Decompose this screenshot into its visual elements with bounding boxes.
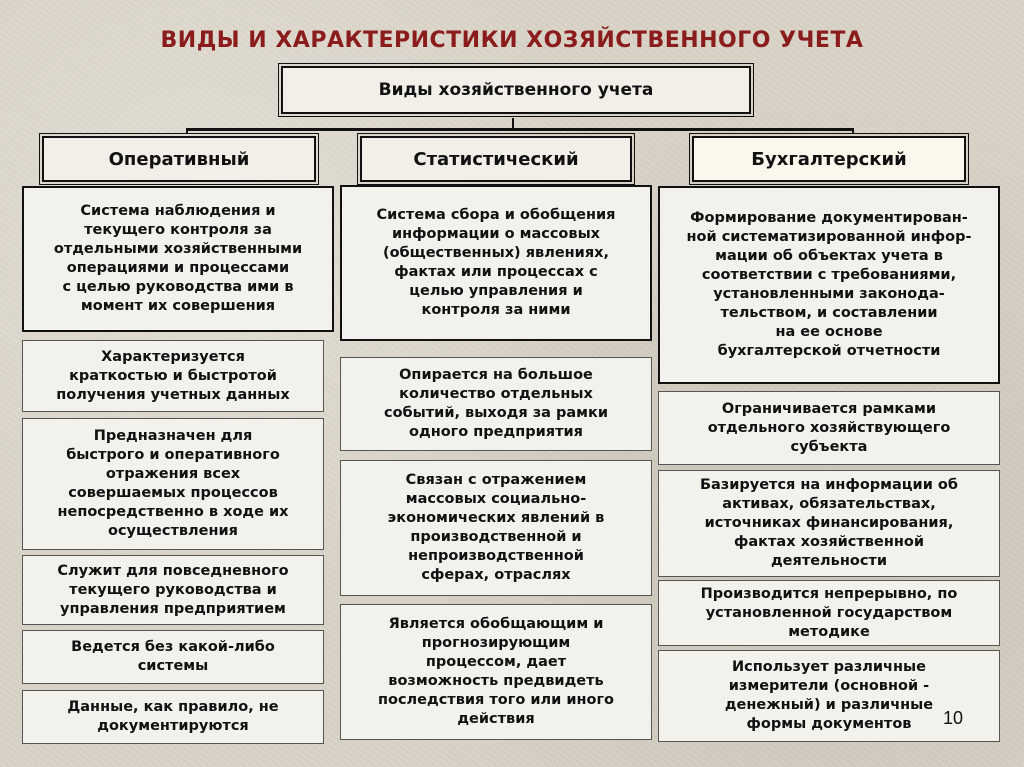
- column-header-accounting: Бухгалтерский: [692, 136, 966, 182]
- page-number: 10: [943, 708, 964, 728]
- feature-accounting-3: Производится непрерывно, по установленной государством методике: [658, 580, 1000, 646]
- feature-accounting-1: Ограничивается рамками отдельного хозяйствующего субъекта: [658, 391, 1000, 465]
- feature-operational-4: Ведется без какой-либо системы: [22, 630, 324, 684]
- definition-operational: Система наблюдения и текущего контроля за отдельными хозяйственными операциями и процессами с целью руководства ими в момент их совершения: [22, 186, 334, 332]
- column-header-operational: Оперативный: [42, 136, 316, 182]
- connector-right: [852, 128, 854, 134]
- page-title: ВИДЫ И ХАРАКТЕРИСТИКИ ХОЗЯЙСТВЕННОГО УЧЕТА: [160, 28, 864, 53]
- column-header-statistical: Статистический: [360, 136, 632, 182]
- definition-accounting: Формирование документирован- ной систематизированной инфор- мации об объектах учета в соответствии с требованиями, установленными законода- тельством, и составлении на ее основе бухгалтерской отчетности: [658, 186, 1000, 384]
- definition-statistical: Система сбора и обобщения информации о массовых (общественных) явлениях, фактах или процессах с целью управления и контроля за ними: [340, 185, 652, 341]
- connector-left: [186, 128, 188, 134]
- root-node: Виды хозяйственного учета: [281, 66, 751, 114]
- feature-operational-2: Предназначен для быстрого и оперативного отражения всех совершаемых процессов непосредственно в ходе их осуществления: [22, 418, 324, 550]
- feature-operational-5: Данные, как правило, не документируются: [22, 690, 324, 744]
- feature-statistical-3: Является обобщающим и прогнозирующим процессом, дает возможность предвидеть последствия того или иного действия: [340, 604, 652, 740]
- connector-horizontal: [186, 128, 854, 131]
- feature-statistical-1: Опирается на большое количество отдельных событий, выходя за рамки одного предприятия: [340, 357, 652, 451]
- feature-operational-3: Служит для повседневного текущего руководства и управления предприятием: [22, 555, 324, 625]
- feature-statistical-2: Связан с отражением массовых социально- экономических явлений в производственной и непроизводственной сферах, отраслях: [340, 460, 652, 596]
- feature-operational-1: Характеризуется краткостью и быстротой получения учетных данных: [22, 340, 324, 412]
- feature-accounting-4: Использует различные измерители (основной - денежный) и различные формы документов: [658, 650, 1000, 742]
- feature-accounting-2: Базируется на информации об активах, обязательствах, источниках финансирования, фактах хозяйственной деятельности: [658, 470, 1000, 577]
